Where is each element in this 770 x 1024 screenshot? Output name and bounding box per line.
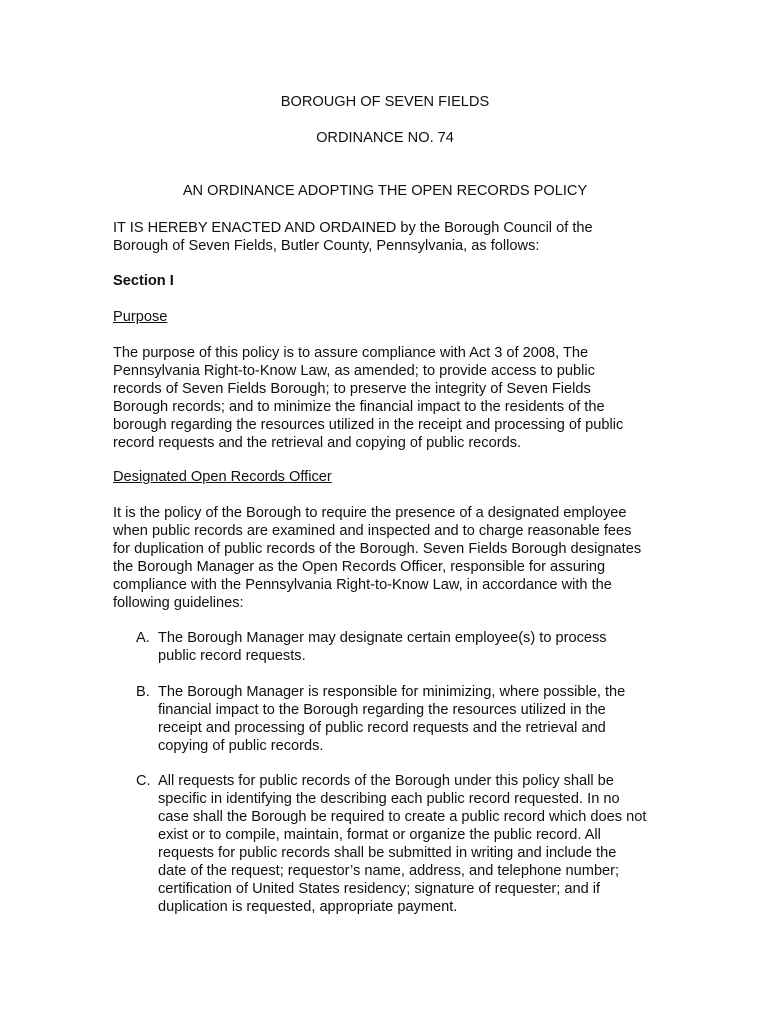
guideline-text: The Borough Manager is responsible for minimizing, where possible, the financial impact to the Borough regarding the resources utilized in the receipt and processing of public record requests and the retrieval and copying of public records. — [158, 684, 626, 754]
ordinance-title: AN ORDINANCE ADOPTING THE OPEN RECORDS POLICY — [182, 183, 588, 199]
ordinance-number: ORDINANCE NO. 74 — [316, 130, 454, 146]
officer-heading: Designated Open Records Officer — [113, 469, 332, 485]
section-heading: Section I — [113, 273, 174, 289]
enactment-clause: IT IS HEREBY ENACTED AND ORDAINED by the Borough Council of the Borough of Seven Fields, Butler County, Pennsylvania, as follows: — [113, 220, 593, 254]
guideline-text: All requests for public records of the Borough under this policy shall be specific in identifying the describing each public record requested. In no case shall the Borough be required to create a public record which does not exist or to compile, maintain, format or organize the public record. All requests for public records shall be submitted in writing and include the date of the request; requestor’s name, address, and telephone number; certification of United States residency; signature of requester; and if duplication is requested, appropriate payment. — [158, 773, 647, 915]
guideline-text: The Borough Manager may designate certain employee(s) to process public record requests. — [158, 630, 607, 664]
purpose-paragraph: The purpose of this policy is to assure compliance with Act 3 of 2008, The Pennsylvania Right-to-Know Law, as amended; to provide access to public records of Seven Fields Borough; to preserve the integrity of Seven Fields Borough records; and to minimize the financial impact to the residents of the borough regarding the resources utilized in the receipt and processing of public record requests and the retrieval and copying of public records. — [113, 345, 624, 451]
guideline-marker: A. — [136, 630, 150, 646]
guideline-marker: B. — [136, 684, 150, 700]
purpose-heading: Purpose — [113, 309, 168, 325]
guideline-marker: C. — [136, 773, 151, 789]
borough-heading: BOROUGH OF SEVEN FIELDS — [280, 94, 490, 110]
officer-paragraph: It is the policy of the Borough to require the presence of a designated employee when public records are examined and inspected and to charge reasonable fees for duplication of public records of the Borough. Seven Fields Borough designates the Borough Manager as the Open Records Officer, responsible for assuring compliance with the Pennsylvania Right-to-Know Law, in accordance with the following guidelines: — [113, 505, 642, 611]
